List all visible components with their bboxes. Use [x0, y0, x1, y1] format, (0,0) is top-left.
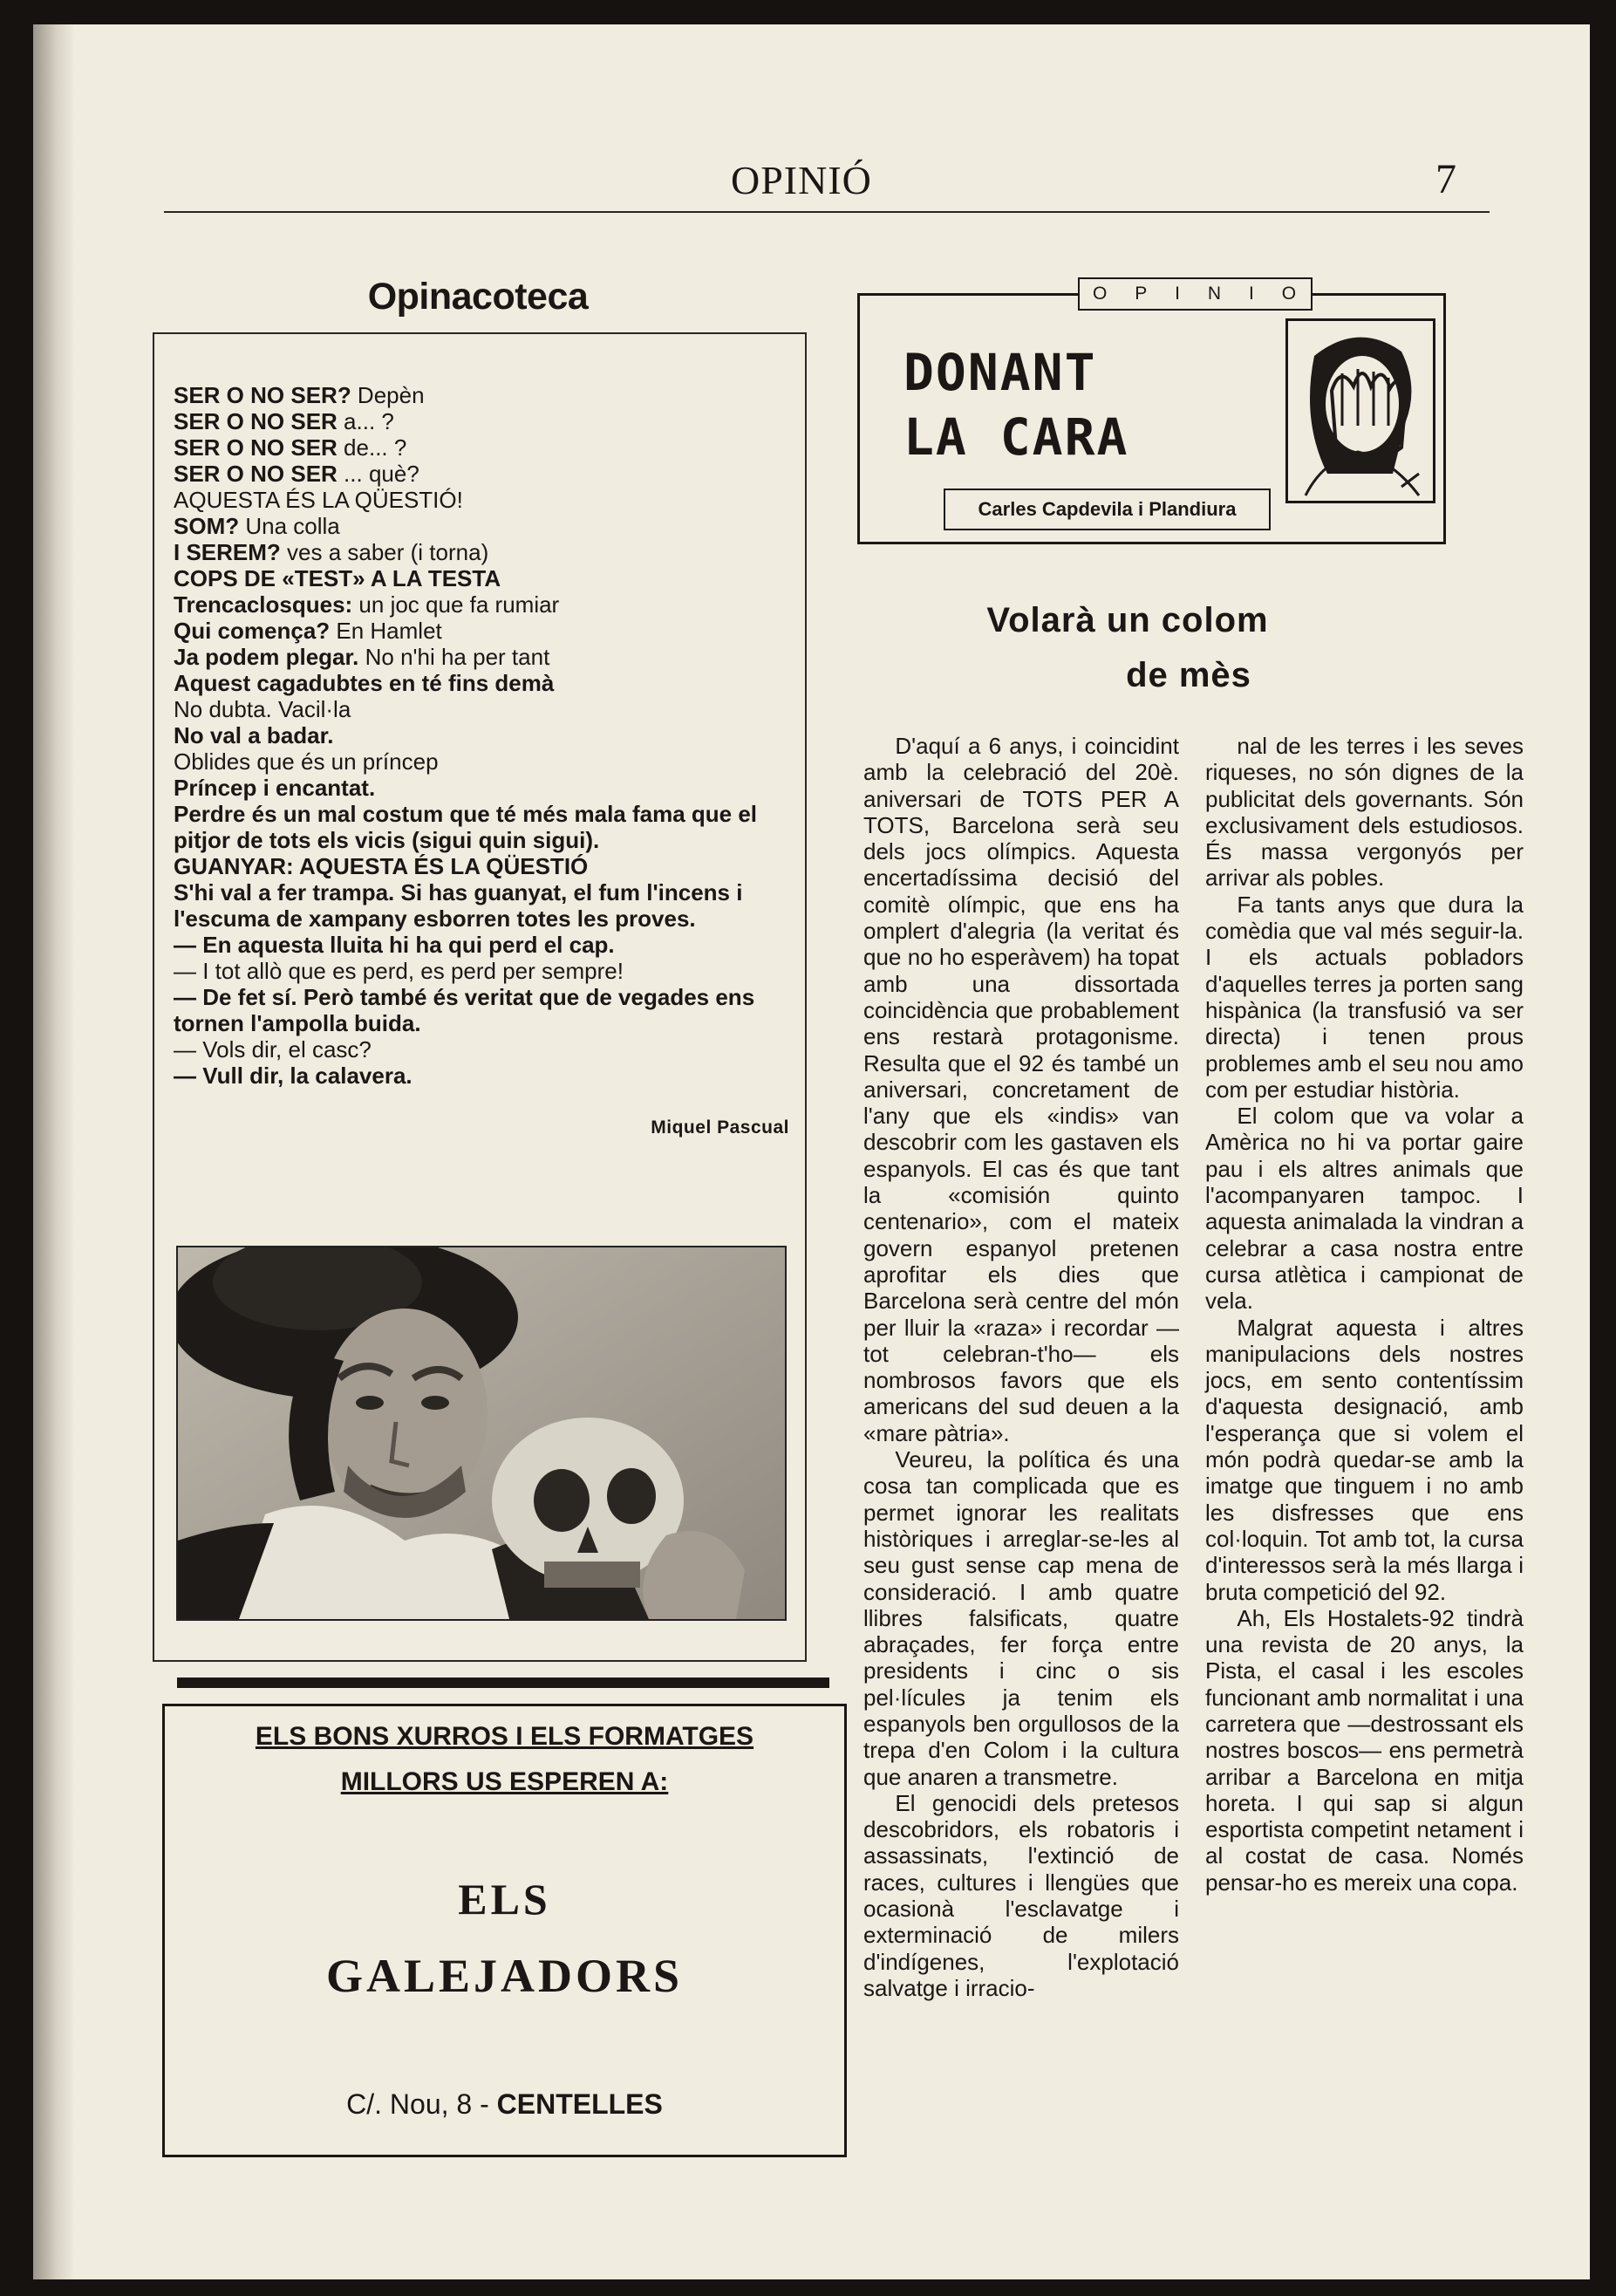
opinacoteca-line — [174, 879, 793, 905]
ad-line-2: MILLORS US ESPEREN A: — [340, 1767, 669, 1796]
opinacoteca-line-bold: SER O NO SER — [174, 434, 338, 461]
opinacoteca-line-text: ves a saber (i torna) — [280, 539, 489, 565]
opinacoteca-line-bold: Qui comença? — [174, 618, 331, 644]
opinacoteca-box — [153, 332, 807, 1662]
article-paragraph: El genocidi dels pretesos descobridors, els robatoris i assassinats, l'extinció de races, cultures i llengües que ocasionà l'esclavatge i exterminació de milers d'indígenes, l'explotació salvatge i irracio- — [863, 1789, 1179, 2001]
opinacoteca-line-bold: pitjor de tots els vicis (sigui quin sigui). — [174, 827, 600, 853]
opinacoteca-line-text: — I tot allò que es perd, es perd per sempre! — [174, 958, 624, 984]
opinacoteca-line — [174, 958, 793, 984]
article-title — [958, 593, 1341, 703]
column-title — [903, 340, 1128, 469]
opinacoteca-line-text: En Hamlet — [330, 618, 442, 644]
opinacoteca-line-bold: Trencaclosques: — [174, 591, 353, 618]
opinacoteca-line-bold: Perdre és un mal costum que té més mala fama que el — [174, 801, 758, 827]
opinacoteca-line — [174, 408, 793, 434]
opinacoteca-line-bold: SER O NO SER? — [174, 382, 351, 408]
opinacoteca-line-bold: I SEREM? — [174, 539, 281, 565]
opinacoteca-line-text: — Vols dir, el casc? — [174, 1036, 372, 1063]
opinacoteca-line-text: un joc que fa rumiar — [352, 591, 560, 618]
ad-name-1: ELS — [458, 1875, 551, 1924]
opinacoteca-line-bold: — De fet sí. Però també és veritat que de vegades ens — [174, 984, 755, 1010]
article-paragraph: nal de les terres i les seves riqueses, no són dignes de la publicitat dels governants. Són exclusivament dels estudiosos. És massa vergonyós per arrivar als pobles. — [1205, 733, 1524, 892]
opinacoteca-line-bold: S'hi val a fer trampa. Si has guanyat, el fum l'incens i — [174, 879, 743, 905]
opinacoteca-line — [174, 539, 793, 565]
opinacoteca-line-bold: Aquest cagadubtes en té fins demà — [174, 670, 555, 696]
article-paragraph: Veureu, la política és una cosa tan complicada que es permet ignorar les realitats històriques i arreglar-se-les al seu gust sense cap mena de consideració. I amb quatre llibres falsificats, quatre abraçades, fer força entre presidents i cinc o sis pel·lícules ja tenim els espanyols ben orgullosos de la trepa d'en Colom i la cultura que anaren a transmetre. — [863, 1446, 1179, 1790]
opinacoteca-line-text: Una colla — [239, 513, 340, 539]
ad-town: CENTELLES — [496, 2088, 663, 2120]
article-paragraph: Malgrat aquesta i altres manipulacions dels nostres jocs, em sento contentíssim d'aquesta designació, amb l'esperança que si volem el món podrà quedar-se amb la imatge que tinguem i no amb les disfresses que ens col·loquin. Tot amb tot, la cursa d'interessos serà la més llarga i bruta competició del 92. — [1205, 1314, 1524, 1605]
ad-address — [165, 2088, 844, 2121]
opinacoteca-line — [174, 1036, 793, 1063]
opinacoteca-line — [174, 565, 793, 591]
opinacoteca-line-bold: SER O NO SER — [174, 408, 338, 434]
opinacoteca-line — [174, 827, 793, 853]
advertisement-box — [162, 1704, 847, 2157]
opinacoteca-line — [174, 722, 793, 748]
article-paragraph: Fa tants anys que dura la comèdia que val més seguir-la. I els actuals pobladors d'aquelles terres ja porten sang hispànica (la transfusió va ser directa) i tenen prous problemes amb el seu nou amo com per estudiar història. — [1205, 891, 1524, 1103]
article-column-1 — [863, 733, 1179, 2133]
opinacoteca-line-text: AQUESTA ÉS LA QÜESTIÓ! — [174, 487, 463, 513]
opinacoteca-line — [174, 670, 793, 696]
opinacoteca-line — [174, 591, 793, 618]
article-column-2 — [1205, 733, 1524, 1896]
opinacoteca-line-text: Oblides que és un príncep — [174, 748, 439, 775]
opinio-tag-letter: I — [1248, 284, 1256, 304]
opinacoteca-line — [174, 932, 793, 958]
page-spine-shadow — [33, 24, 75, 2279]
opinacoteca-line — [174, 1010, 793, 1036]
hamlet-skull-illustration — [178, 1247, 785, 1619]
section-title: OPINIÓ — [731, 158, 872, 202]
face-hand-icon — [1288, 321, 1433, 501]
ad-line-1: ELS BONS XURROS I ELS FORMATGES — [255, 1722, 754, 1751]
opinacoteca-line-bold: — En aquesta lluita hi ha qui perd el cap. — [174, 932, 615, 958]
opinacoteca-line — [174, 487, 793, 513]
opinacoteca-line-bold: SOM? — [174, 513, 240, 539]
ad-name-2: GALEJADORS — [325, 1950, 684, 2002]
opinacoteca-line — [174, 748, 793, 775]
opinacoteca-line — [174, 382, 793, 408]
opinacoteca-line — [174, 461, 793, 487]
opinio-tag-letter: N — [1207, 284, 1224, 304]
magazine-page — [33, 24, 1590, 2279]
opinio-tag-letter: O — [1092, 284, 1109, 304]
opinacoteca-line-text: No n'hi ha per tant — [358, 644, 550, 670]
opinacoteca-line — [174, 696, 793, 722]
opinacoteca-line — [174, 775, 793, 801]
opinacoteca-line — [174, 618, 793, 644]
hamlet-photo — [176, 1246, 787, 1621]
opinacoteca-line — [174, 984, 793, 1010]
article-title-line-1: Volarà un colom — [986, 601, 1269, 639]
opinio-tag-letter: I — [1175, 284, 1182, 304]
opinacoteca-line-bold: tornen l'ampolla buida. — [174, 1010, 421, 1036]
opinacoteca-line-text: Depèn — [351, 382, 425, 408]
column-byline: Carles Capdevila i Plandiura — [944, 489, 1271, 530]
opinacoteca-line-bold: GUANYAR: AQUESTA ÉS LA QÜESTIÓ — [174, 853, 589, 879]
opinio-tag-letter: P — [1135, 284, 1149, 304]
ad-top-bar — [177, 1678, 829, 1688]
column-title-line-1: DONANT — [903, 343, 1097, 402]
opinacoteca-line-bold: SER O NO SER — [174, 461, 338, 487]
page-number: 7 — [1435, 156, 1456, 202]
opinacoteca-line-bold: l'escuma de xampany esborren totes les proves. — [174, 905, 696, 932]
article-paragraph: D'aquí a 6 anys, i coincidint amb la celebració del 20è. aniversari de TOTS PER A TOTS, Barcelona serà seu dels jocs olímpics. Aquesta encertadíssima decisió del comitè olímpic, que ens ha omplert d'alegria (la veritat és que no ho esperàvem) ha topat amb una dissortada coincidència que probablement ens restarà protagonisme. Resulta que el 92 és també un aniversari, concretament de l'any que els «indis» van descobrir com les gastaven els espanyols. El cas és que tant la «comisión quinto centenario», com el mateix govern espanyol pretenen aprofitar els dies que Barcelona serà centre del món per lluir la «raza» i recordar —tot celebran-t'ho— els nombrosos favors que els americans del sud deuen a la «mare pàtria». — [863, 733, 1179, 1446]
opinacoteca-line — [174, 801, 793, 827]
opinacoteca-line-text: a... ? — [337, 408, 394, 434]
opinacoteca-author: Miquel Pascual — [651, 1117, 789, 1138]
opinacoteca-line — [174, 853, 793, 879]
opinio-tag-letter: O — [1281, 284, 1299, 304]
column-title-line-2: LA CARA — [903, 407, 1129, 467]
article-paragraph: Ah, Els Hostalets-92 tindrà una revista de 20 anys, la Pista, el casal i les escoles funcionant amb normalitat i una carretera que —destrossant els nostres boscos— ens permetrà arribar a Barcelona en mitja horeta. I qui sap si algun esportista competint netament i al costat de casa. Només pensar-ho es mereix una copa. — [1205, 1604, 1524, 1896]
column-portrait — [1285, 318, 1435, 503]
opinacoteca-text — [174, 382, 793, 1089]
opinacoteca-line-bold: Ja podem plegar. — [174, 644, 359, 670]
article-title-line-2: de mès — [1126, 656, 1251, 694]
article-paragraph: El colom que va volar a Amèrica no hi va portar gaire pau i els altres animals que l'acompanyaren tampoc. I aquesta animalada la vindran a celebrar a casa nostra entre cursa atlètica i campionat de vela. — [1205, 1103, 1524, 1315]
opinacoteca-line-bold: Príncep i encantat. — [174, 775, 376, 801]
opinacoteca-line — [174, 434, 793, 461]
opinio-tag — [1078, 277, 1313, 311]
opinacoteca-line-text: de... ? — [337, 434, 407, 461]
opinacoteca-line-text: No dubta. Vacil·la — [174, 696, 351, 722]
opinacoteca-line — [174, 644, 793, 670]
opinacoteca-line — [174, 513, 793, 539]
header-rule — [164, 211, 1490, 213]
opinacoteca-line-bold: COPS DE «TEST» A LA TESTA — [174, 565, 501, 591]
opinacoteca-line-bold: — Vull dir, la calavera. — [174, 1063, 413, 1089]
opinacoteca-line-bold: No val a badar. — [174, 722, 334, 748]
opinacoteca-line — [174, 905, 793, 932]
opinacoteca-line-text: ... què? — [337, 461, 419, 487]
ad-street: C/. Nou, 8 - — [346, 2088, 497, 2120]
opinacoteca-line — [174, 1063, 793, 1089]
opinacoteca-title: Opinacoteca — [367, 276, 589, 318]
